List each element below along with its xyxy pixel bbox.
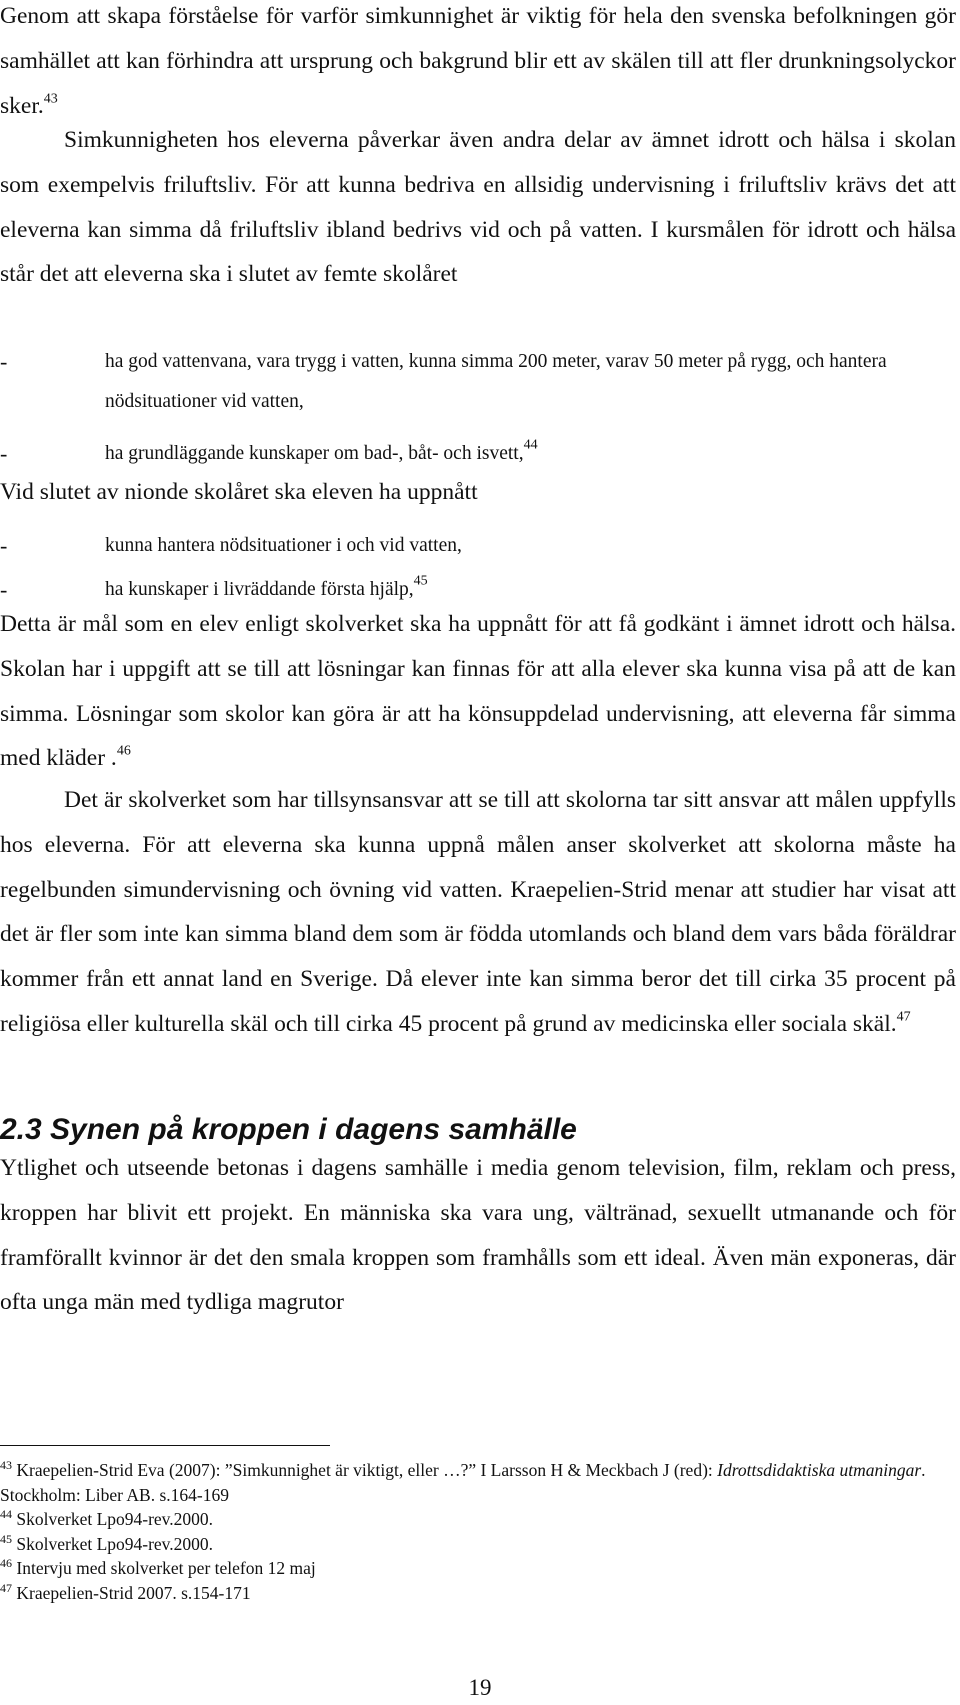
list-dash: - — [0, 441, 8, 466]
paragraph-school-goals — [0, 602, 956, 781]
list-item-text: ha god vattenvana, vara trygg i vatten, kunna simma 200 meter, varav 50 meter på rygg, och hantera nödsituationer vid vatten, — [105, 351, 887, 412]
footnote-number: 44 — [0, 1506, 12, 1521]
paragraph-text: Genom att skapa förståelse för varför simkunnighet är viktig för hela den svenska befolkningen gör samhället att kan förhindra att ursprung och bakgrund blir ett av skälen till att fler drunkningsolyckor sker. — [0, 3, 956, 119]
footnote-number: 45 — [0, 1531, 12, 1546]
list-item-text: kunna hantera nödsituationer i och vid vatten, — [105, 535, 462, 556]
footnote-ref-44: 44 — [523, 437, 538, 453]
footnote-43 — [0, 1458, 956, 1507]
paragraph-text: Simkunnigheten hos eleverna påverkar även andra delar av ämnet idrott och hälsa i skolan som exempelvis friluftsliv. För att kunna bedriva en allsidig undervisning i friluftsliv krävs det att eleverna kan simma då friluftsliv ibland bedrivs vid och på vatten. I kursmålen för idrott och hälsa står det att eleverna ska i slutet av femte skolåret — [0, 127, 956, 288]
footnote-ref-47: 47 — [896, 1009, 911, 1025]
footnote-number: 47 — [0, 1580, 12, 1595]
paragraph-skolverket — [0, 778, 956, 1047]
footnote-number: 43 — [0, 1457, 12, 1472]
footnote-separator — [0, 1445, 330, 1446]
footnote-text: Skolverket Lpo94-rev.2000. — [16, 1533, 214, 1554]
footnote-book-title: Idrottsdidaktiska utmaningar — [717, 1460, 922, 1480]
footnote-ref-45: 45 — [413, 573, 428, 589]
paragraph-text: Detta är mål som en elev enligt skolverket ska ha uppnått för att få godkänt i ämnet idrott och hälsa. Skolan har i uppgift att se till att lösningar kan finnas för att alla elever ska kunna visa på att de kan simma. Lösningar som skolor kan göra är att ha könsuppdelad undervisning, att eleverna får simma med kläder . — [0, 611, 956, 772]
paragraph-text: Vid slutet av nionde skolåret ska eleven ha uppnått — [0, 479, 478, 505]
list-item — [0, 526, 956, 566]
footnote-number: 46 — [0, 1555, 12, 1570]
footnote-text: Kraepelien-Strid Eva (2007): ”Simkunnighet är viktigt, eller …?” I Larsson H & Meckbach J (red): — [16, 1460, 713, 1480]
paragraph-grade-9-intro — [0, 472, 478, 512]
list-item-text: ha grundläggande kunskaper om bad-, båt- och isvett, — [105, 443, 524, 464]
list-dash: - — [0, 349, 8, 374]
list-item — [0, 342, 956, 422]
goals-list-grade-5 — [0, 342, 956, 474]
footnote-text: Skolverket Lpo94-rev.2000. — [16, 1509, 214, 1529]
footnote-ref-46: 46 — [116, 743, 131, 759]
footnote-text: Intervju med skolverket per telefon 12 maj — [16, 1558, 316, 1578]
footnote-46 — [0, 1556, 956, 1581]
footnote-44 — [0, 1507, 956, 1532]
goals-list-grade-9 — [0, 526, 956, 610]
footnote-text-end: . Stockholm: Liber AB. s.164-169 — [0, 1460, 926, 1505]
footnote-47 — [0, 1581, 956, 1606]
list-dash: - — [0, 533, 8, 558]
paragraph-drowning-prevention — [0, 0, 956, 128]
footnote-text: Kraepelien-Strid 2007. s.154-171 — [16, 1582, 251, 1603]
list-item — [0, 434, 956, 474]
footnote-45 — [0, 1532, 956, 1557]
paragraph-body-ideal — [0, 1146, 956, 1325]
paragraph-text: Det är skolverket som har tillsynsansvar att se till att skolorna tar sitt ansvar att målen uppfylls hos eleverna. För att eleverna ska kunna uppnå målen anser skolverket att skolorna måste ha regelbunden simundervisning och övning vid vatten. Kraepelien-Strid menar att studier har visat att det är fler som inte kan simma bland dem som är födda utomlands och bland dem vars båda föräldrar kommer från ett annat land en Sverige. Då elever inte kan simma beror det till cirka 35 procent på religiösa eller kulturella skäl och till cirka 45 procent på grund av medicinska eller sociala skäl. — [0, 787, 956, 1037]
footnotes — [0, 1458, 956, 1605]
list-item-text: ha kunskaper i livräddande första hjälp, — [105, 579, 414, 600]
page-number: 19 — [468, 1675, 492, 1700]
section-heading: 2.3 Synen på kroppen i dagens samhälle — [0, 1113, 577, 1146]
paragraph-text: Ytlighet och utseende betonas i dagens samhälle i media genom television, film, reklam och press, kroppen har blivit ett projekt. En människa ska vara ung, vältränad, sexuellt utmanande och för framförallt kvinnor är det den smala kroppen som framhålls som ett ideal. Även män exponeras, där ofta unga män med tydliga magrutor — [0, 1155, 956, 1316]
footnote-ref-43: 43 — [43, 91, 58, 107]
list-dash: - — [0, 577, 8, 602]
paragraph-friluftsliv — [0, 118, 956, 297]
